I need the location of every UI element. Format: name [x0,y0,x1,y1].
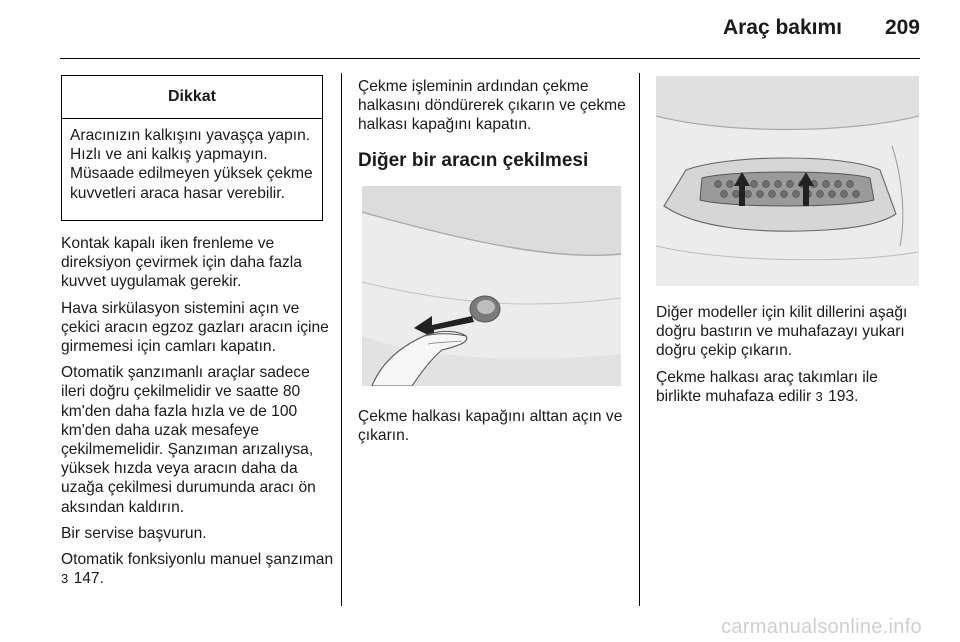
column-3-text [656,303,926,413]
figure-1-caption [358,407,628,452]
reference-text: Çekme halkası araç takımları ile birlikte muhafaza edilir [656,368,878,405]
paragraph: Otomatik şanzımanlı araçlar sadece ileri doğru çekilmelidir ve saatte 80 km'den daha fazla hızla ve de 100 km'den daha uzak mesafeye çekilmemelidir. Şanzıman arızalıysa, yüksek hızda veya aracın daha da uzağa çekilmesi durumunda aracı ön aksından kaldırın. [61,364,316,516]
page-reference[interactable]: 147. [73,570,104,588]
paragraph-with-reference [656,368,926,406]
column-divider-1 [341,73,342,606]
header-divider [60,58,920,59]
section-title: Diğer bir aracın çekilmesi [358,150,589,171]
watermark: carmanualsonline.info [721,616,922,638]
paragraph-with-reference [61,550,336,588]
page-reference-icon: 3 [61,571,69,587]
tow-hook-cover-drawing [362,186,621,386]
warning-heading: Dikkat [62,76,322,119]
column-divider-2 [639,73,640,606]
paragraph: Bir servise başvurun. [61,524,207,542]
paragraph: Çekme işleminin ardından çekme halkasını döndürerek çıkarın ve çekme halkası kapağını kapatın. [358,78,626,134]
page-reference-icon: 3 [815,388,823,404]
paragraph: Hava sirkülasyon sistemini açın ve çekici aracın egzoz gazları aracın içine girmemesi için camları kapatın. [61,299,329,356]
tow-hook-cover-illustration [362,186,621,386]
paragraph: Diğer modeller için kilit dillerini aşağı doğru bastırın ve muhafazayı yukarı doğru çekip çıkarın. [656,304,908,360]
page-number: 209 [884,16,920,39]
reference-text: Otomatik fonksiyonlu manuel şanzıman [61,551,334,569]
caption: Çekme halkası kapağını alttan açın ve çıkarın. [358,408,623,445]
warning-box [61,75,323,221]
column-1-text [61,234,336,595]
column-2-intro [358,77,628,142]
paragraph: Kontak kapalı iken frenleme ve direksiyon çevirmek için daha fazla kuvvet uygulamak gerekir. [61,235,302,291]
bumper-grille-drawing [656,76,919,286]
bumper-grille-cover-illustration [656,76,919,286]
page-header-title: Araç bakımı [722,16,842,39]
warning-text: Aracınızın kalkışını yavaşça yapın. Hızlı ve ani kalkış yapmayın. Müsaade edilmeyen yüksek çekme kuvvetleri araca hasar verebilir. [70,127,313,202]
page-reference[interactable]: 193. [828,387,859,405]
